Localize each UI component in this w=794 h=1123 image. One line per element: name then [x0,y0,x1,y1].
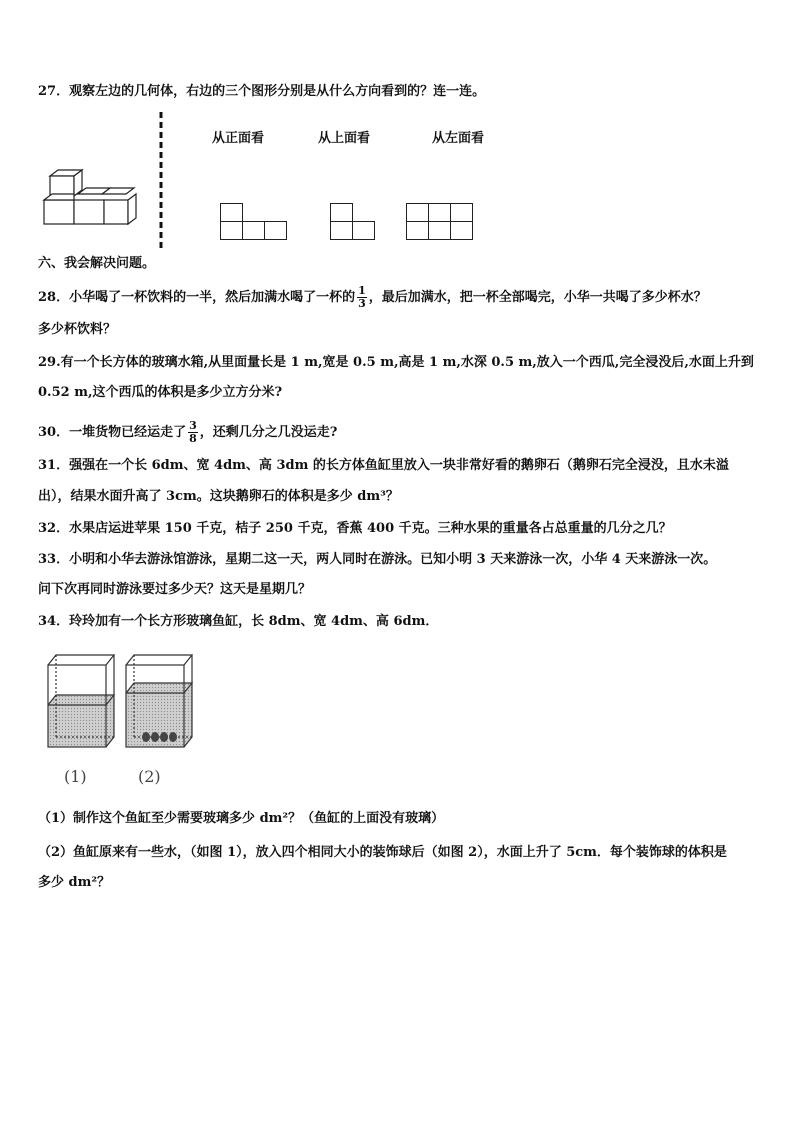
view-grid-1[interactable] [220,203,287,241]
q30-frac-den: 8 [189,432,197,445]
figure-1-label: (1) [64,767,87,786]
fish-tank-figure-1 [46,653,116,749]
question-28-line-1 [38,285,707,310]
label-front-view: 从正面看 [212,131,265,146]
question-34-part-2-line-1: （2）鱼缸原来有一些水，（如图 1），放入四个相同大小的装饰球后（如图 2），水面上升了 5cm．每个装饰球的体积是 [38,845,727,860]
q28-frac-num: 1 [358,284,366,297]
question-33-line-1: 33．小明和小华去游泳馆游泳，星期二这一天，两人同时在游泳。已知小明 3 天来游泳一次，小华 4 天来游泳一次。 [38,552,717,567]
question-28-line-2: 多少杯饮料？ [38,322,117,337]
q28-frac-den: 3 [358,297,366,310]
question-34-intro: 34．玲玲加有一个长方形玻璃鱼缸，长 8dm、宽 4dm、高 6dm． [38,614,439,629]
view-grid-2[interactable] [330,203,375,241]
label-top-view: 从上面看 [318,131,371,146]
question-29-line-2: 0.52 m,这个西瓜的体积是多少立方分米? [38,385,283,400]
fish-tank-figure-2 [124,653,194,749]
dashed-divider [159,112,163,252]
label-left-view: 从左面看 [432,131,485,146]
section-6-heading: 六、我会解决问题。 [38,256,156,271]
q30-text-b: ，还剩几分之几没运走? [199,425,338,440]
question-29-line-1: 29.有一个长方体的玻璃水箱,从里面量长是 1 m,宽是 0.5 m,高是 1 m,水深 0.5 m,放入一个西瓜,完全浸没后,水面上升到 [38,355,754,370]
view-grid-3[interactable] [406,203,473,241]
q30-text-a: 30．一堆货物已经运走了 [38,425,187,440]
q28-fraction [357,285,367,310]
q30-frac-num: 3 [189,419,197,432]
question-32: 32．水果店运进苹果 150 千克，桔子 250 千克，香蕉 400 千克。三种水果的重量各占总重量的几分之几？ [38,521,672,536]
question-31-line-2: 出），结果水面升高了 3cm。这块鹅卵石的体积是多少 dm³？ [38,489,399,504]
question-33-line-2: 问下次再同时游泳要过多少天？这天是星期几？ [38,582,312,597]
question-30 [38,420,337,445]
cube-solid-figure [40,168,140,228]
q28-text-b: ，最后加满水，把一杯全部喝完，小华一共喝了多少杯水？ [368,290,707,305]
q30-fraction [188,420,198,445]
question-34-part-1: （1）制作这个鱼缸至少需要玻璃多少 dm²？（鱼缸的上面没有玻璃） [38,811,445,826]
question-34-part-2-line-2: 多少 dm²？ [38,875,111,890]
q28-text-a: 28．小华喝了一杯饮料的一半，然后加满水喝了一杯的 [38,290,356,305]
question-27-text: 27．观察左边的几何体，右边的三个图形分别是从什么方向看到的？连一连。 [38,84,486,99]
question-31-line-1: 31．强强在一个长 6dm、宽 4dm、高 3dm 的长方体鱼缸里放入一块非常好看的鹅卵石（鹅卵石完全浸没，且水未溢 [38,458,729,473]
figure-2-label: (2) [138,767,161,786]
